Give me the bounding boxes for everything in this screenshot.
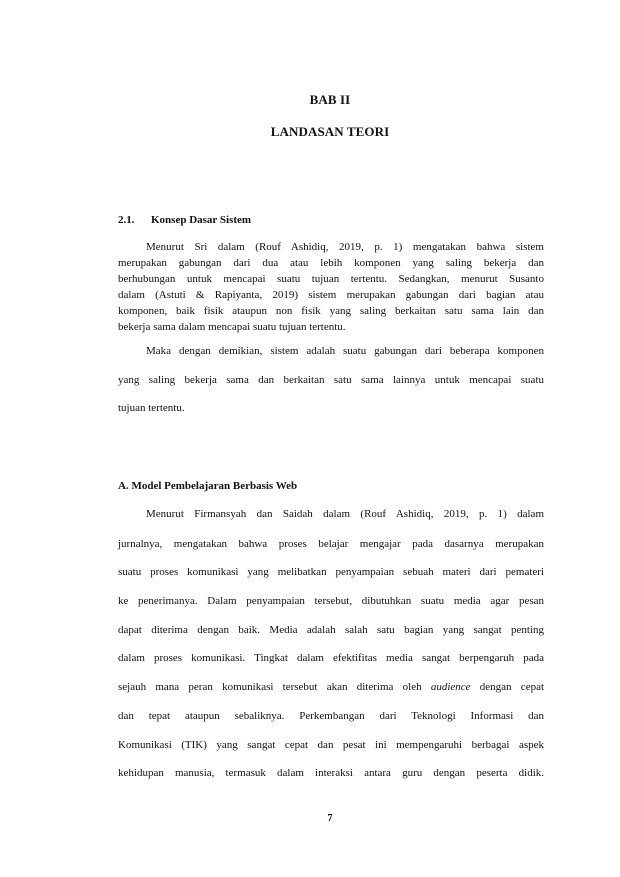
text-run: dengan cepat	[479, 681, 545, 693]
text-line: komponen, baik fisik ataupun non fisik yang saling berkaitan satu sama lain dan	[118, 305, 544, 317]
chapter-number: BAB II	[309, 92, 351, 107]
italic-term: audience	[430, 681, 471, 693]
text-line: bekerja sama dalam mencapai suatu tujuan tertentu.	[118, 321, 346, 333]
text-line: Maka dengan demikian, sistem adalah suatu gabungan dari beberapa komponen	[146, 345, 544, 357]
section-number: 2.1.	[118, 214, 135, 226]
section-title: Konsep Dasar Sistem	[151, 214, 252, 226]
text-line: dapat diterima dengan baik. Media adalah salah satu bagian yang sangat penting	[118, 624, 544, 636]
text-line: Menurut Sri dalam (Rouf Ashidiq, 2019, p. 1) mengatakan bahwa sistem	[146, 241, 544, 253]
text-line: Menurut Firmansyah dan Saidah dalam (Rouf Ashidiq, 2019, p. 1) dalam	[146, 508, 544, 520]
text-line: dalam proses komunikasi. Tingkat dalam efektifitas media sangat berpengaruh pada	[118, 652, 544, 664]
page-number: 7	[327, 813, 333, 824]
chapter-title: LANDASAN TEORI	[270, 124, 390, 139]
text-line: ke penerimanya. Dalam penyampaian tersebut, dibutuhkan suatu media agar pesan	[118, 595, 544, 607]
text-line: berhubungan untuk mencapai suatu tujuan tertentu. Sedangkan, menurut Susanto	[118, 273, 544, 285]
text-line: jurnalnya, mengatakan bahwa proses belajar mengajar pada dasarnya merupakan	[118, 538, 544, 550]
text-line: kehidupan manusia, termasuk dalam interaksi antara guru dengan peserta didik.	[118, 767, 544, 779]
text-line: dalam (Astuti & Rapiyanta, 2019) sistem merupakan gabungan dari bagian atau	[118, 289, 544, 301]
text-line: suatu proses komunikasi yang melibatkan penyampaian sebuah materi dari pemateri	[118, 566, 544, 578]
text-line: dan tepat ataupun sebaliknya. Perkembangan dari Teknologi Informasi dan	[118, 710, 544, 722]
text-line	[118, 681, 544, 693]
text-line: yang saling bekerja sama dan berkaitan satu sama lainnya untuk mencapai suatu	[118, 374, 544, 386]
text-line: Komunikasi (TIK) yang sangat cepat dan pesat ini mempengaruhi berbagai aspek	[118, 739, 544, 751]
text-run: sejauh mana peran komunikasi tersebut akan diterima oleh	[118, 681, 422, 693]
subsection-title: A. Model Pembelajaran Berbasis Web	[118, 480, 298, 492]
text-line: tujuan tertentu.	[118, 402, 185, 414]
text-line: merupakan gabungan dari dua atau lebih komponen yang saling bekerja dan	[118, 257, 544, 269]
